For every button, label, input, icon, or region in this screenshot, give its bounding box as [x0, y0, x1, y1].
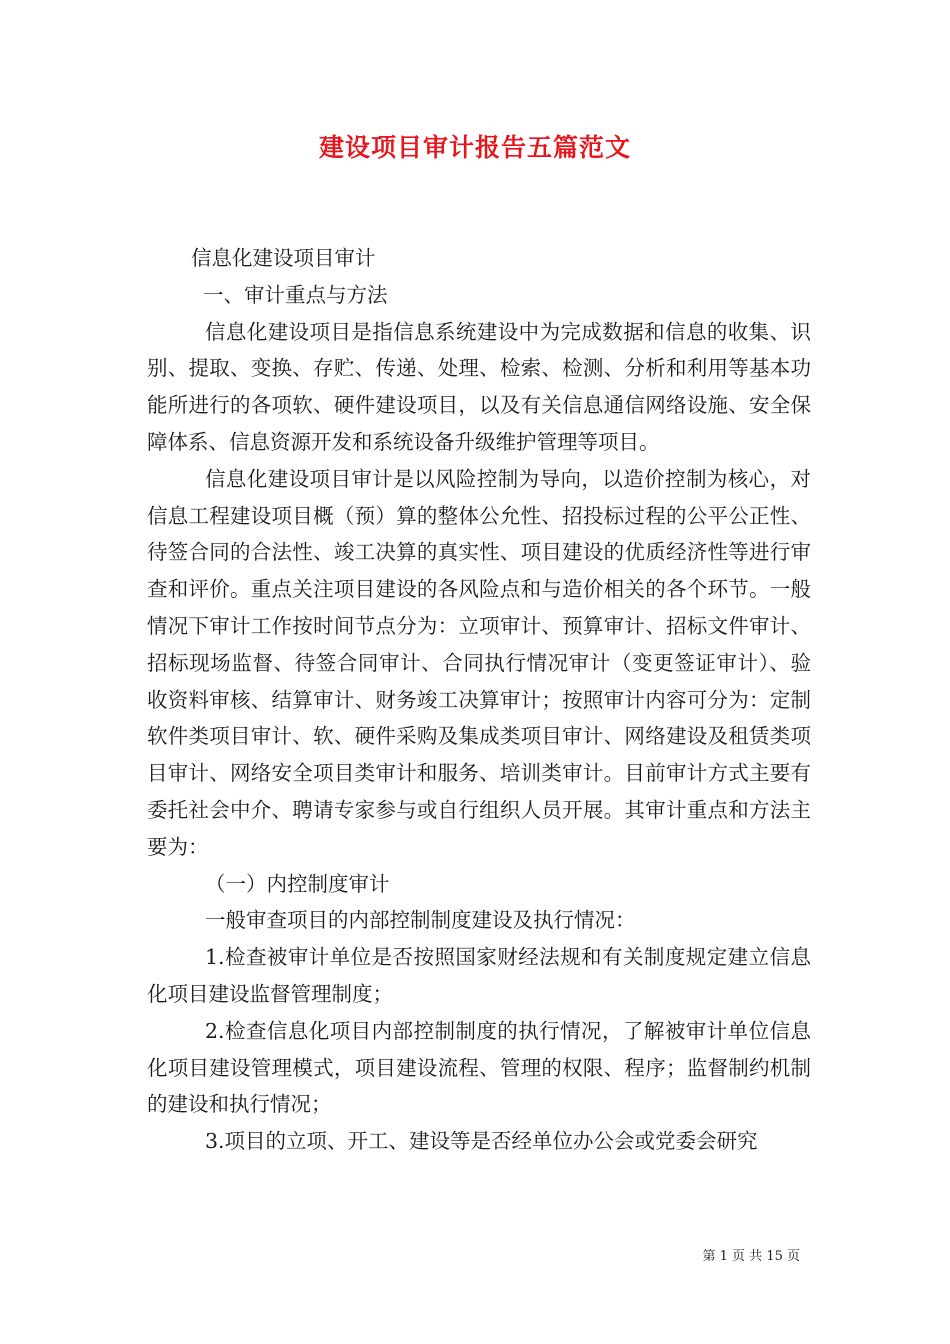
- body-paragraph: 信息化建设项目是指信息系统建设中为完成数据和信息的收集、识别、提取、变换、存贮、传递、处理、检索、检测、分析和利用等基本功能所进行的各项软、硬件建设项目，以及有关信息通信网络设施、安全保障体系、信息资源开发和系统设备升级维护管理等项目。: [147, 319, 811, 454]
- list-item: 1.检查被审计单位是否按照国家财经法规和有关制度规定建立信息化项目建设监督管理制度；: [147, 945, 811, 1006]
- body-paragraph: 一般审查项目的内部控制制度建设及执行情况：: [205, 908, 636, 933]
- document-body: [147, 240, 811, 1160]
- list-item: 3.项目的立项、开工、建设等是否经单位办公会或党委会研究: [205, 1129, 758, 1154]
- list-item: 2.检查信息化项目内部控制制度的执行情况，了解被审计单位信息化项目建设管理模式，项目建设流程、管理的权限、程序；监督制约机制的建设和执行情况；: [147, 1018, 811, 1117]
- subsection-heading: （一）内控制度审计: [205, 871, 390, 896]
- section-heading: 信息化建设项目审计: [191, 246, 376, 270]
- body-paragraph: 信息化建设项目审计是以风险控制为导向，以造价控制为核心，对信息工程建设项目概（预）算的整体公允性、招投标过程的公平公正性、待签合同的合法性、竣工决算的真实性、项目建设的优质经济性等进行审查和评价。重点关注项目建设的各风险点和与造价相关的各个环节。一般情况下审计工作按时间节点分为：立项审计、预算审计、招标文件审计、招标现场监督、待签合同审计、合同执行情况审计（变更签证审计）、验收资料审核、结算审计、财务竣工决算审计；按照审计内容可分为：定制软件类项目审计、软、硬件采购及集成类项目审计、网络建设及租赁类项目审计、网络安全项目类审计和服务、培训类审计。目前审计方式主要有委托社会中介、聘请专家参与或自行组织人员开展。其审计重点和方法主要为：: [147, 466, 811, 859]
- document-title: 建设项目审计报告五篇范文: [318, 133, 631, 162]
- subsection-heading: 一、审计重点与方法: [203, 282, 388, 307]
- page-number: 第 1 页 共 15 页: [702, 1249, 800, 1264]
